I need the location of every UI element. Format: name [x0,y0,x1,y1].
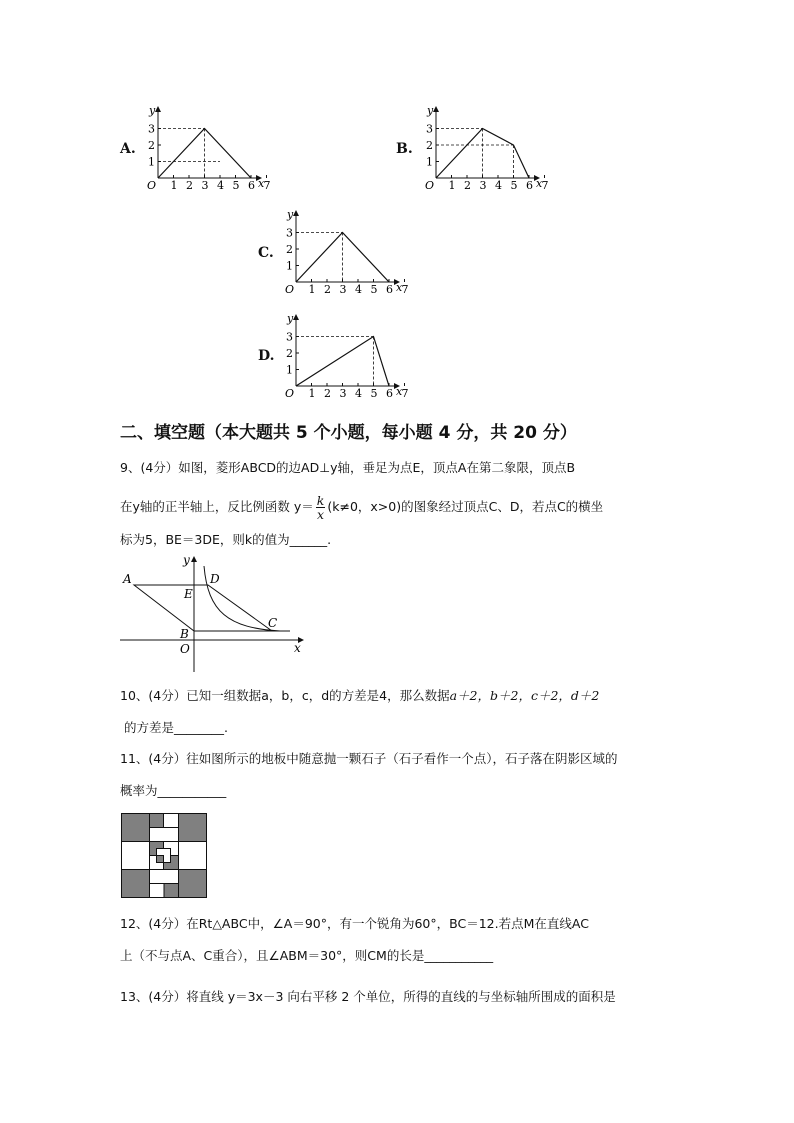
q9-label-o: O [180,642,190,656]
a-x-tick-label: 4 [217,179,224,192]
a-x-tick-label: 2 [186,179,193,192]
q11-shade-tl [122,814,150,842]
a-y-tick-label: 1 [148,155,155,169]
q9-y-arrow-icon [191,556,197,562]
q9-label-a: A [123,572,132,586]
q11-line1: 11、(4分）往如图所示的地板中随意抛一颗石子（石子看作一个点），石子落在阴影区域的 [120,751,618,766]
d-y-tick-label: 2 [286,347,293,360]
q13-line1: 13、(4分）将直线 y＝3x－3 向右平移 2 个单位，所得的直线的与坐标轴所围成的面积是 [120,989,616,1004]
q9-label-b: B [180,627,189,641]
a-x-tick-label: 5 [232,179,240,192]
a-x-tick-label: 1 [170,179,178,192]
a-origin-label: O [147,179,157,192]
q10-line1-a: 10、(4分）已知一组数据a，b，c，d的方差是4，那么数据 [120,688,450,703]
d-x-tick-label: 6 [386,387,393,400]
q11-shade-bl [122,870,150,898]
d-y-label: y [287,312,294,325]
q11-floor-figure [121,813,209,899]
b-y-tick-label: 3 [426,122,433,136]
b-x-tick-label: 7 [541,179,549,192]
a-y-tick-label: 3 [148,122,155,136]
b-x-tick-label: 6 [526,179,533,192]
d-origin-label: O [285,387,295,400]
q9-line2-a: 在y轴的正半轴上，反比例函数 y＝ [120,499,314,514]
q11-shade-center-3 [157,856,164,863]
c-y-tick-label: 3 [286,226,293,240]
q9-frac-num: k [316,493,325,508]
option-d-graph [282,312,409,400]
c-y-tick-label: 2 [286,243,293,256]
q11-line2: 概率为___________ [120,783,227,798]
b-y-label: y [427,104,434,117]
b-x-tick-label: 1 [448,179,456,192]
b-y-tick-label: 2 [426,139,433,152]
b-x-tick-label: 5 [510,179,518,192]
b-x-label: x [536,177,543,190]
a-y-arrow-icon [155,106,161,112]
d-x-label: x [396,385,403,398]
q11-shade-bottom-mid [164,884,179,898]
q11-shade-br [179,870,207,898]
q9-label-y: y [183,553,190,567]
d-y-tick-label: 1 [286,363,293,377]
q9-label-d: D [210,572,220,586]
q9-label-c: C [268,616,278,630]
b-x-tick-label: 4 [495,179,502,192]
option-a-graph [144,104,271,192]
q9-line1: 9、(4分）如图，菱形ABCD的边AD⊥y轴，垂足为点E，顶点A在第二象限，顶点B [120,460,576,475]
c-x-tick-label: 3 [339,283,347,296]
q12-line2: 上（不与点A、C重合），且∠ABM＝30°，则CM的长是___________ [120,948,494,963]
q9-line2-b: (k≠0，x>0)的图象经过顶点C、D，若点C的横坐 [327,499,604,514]
option-c-label: C. [258,245,274,261]
d-graph-line [296,337,389,387]
a-x-tick-label: 6 [248,179,255,192]
q10-line1-b: a＋2，b＋2，c＋2，d＋2 [449,688,600,703]
b-y-tick-label: 1 [426,155,433,169]
q11-shade-tr [179,814,207,842]
c-x-tick-label: 1 [308,283,316,296]
c-y-tick-label: 1 [286,259,293,273]
c-x-tick-label: 5 [370,283,378,296]
d-x-tick-label: 1 [308,387,316,400]
c-x-tick-label: 6 [386,283,393,296]
a-y-tick-label: 2 [148,139,155,152]
q9-line2 [120,494,603,521]
q11-shade-top-mid [150,814,164,828]
q9-label-e: E [184,587,193,601]
c-x-label: x [396,281,403,294]
a-x-tick-label: 3 [201,179,209,192]
section-title: 二、填空题（本大题共 5 个小题，每小题 4 分，共 20 分） [120,423,577,443]
d-y-arrow-icon [293,314,299,320]
option-b-graph [422,104,549,192]
c-y-label: y [287,208,294,221]
q9-frac-den: x [317,507,325,522]
d-x-tick-label: 2 [324,387,331,400]
d-x-tick-label: 4 [355,387,362,400]
option-d-label: D. [258,348,275,364]
b-x-tick-label: 2 [464,179,471,192]
d-x-tick-label: 5 [370,387,378,400]
a-y-label: y [149,104,156,117]
q9-rhombus [134,585,272,631]
d-x-tick-label: 7 [401,387,409,400]
d-y-tick-label: 3 [286,330,293,344]
c-x-tick-label: 2 [324,283,331,296]
q9-label-x: x [294,641,301,655]
q10-line2: 的方差是________. [124,720,228,735]
a-x-tick-label: 7 [263,179,271,192]
q9-line3: 标为5，BE＝3DE，则k的值为______. [120,532,332,547]
c-x-tick-label: 4 [355,283,362,296]
q12-line1: 12、(4分）在Rt△ABC中，∠A＝90°，有一个锐角为60°，BC＝12.若点M在直线AC [120,916,589,931]
b-x-tick-label: 3 [479,179,487,192]
q9-figure [118,552,308,676]
c-x-tick-label: 7 [401,283,409,296]
q9-fraction [316,494,326,521]
c-y-arrow-icon [293,210,299,216]
option-b-label: B. [396,141,413,157]
b-origin-label: O [425,179,435,192]
a-x-label: x [258,177,265,190]
c-origin-label: O [285,283,295,296]
d-x-tick-label: 3 [339,387,347,400]
option-a-label: A. [120,141,136,157]
q10-line1 [120,686,599,704]
option-c-graph [282,208,409,296]
b-y-arrow-icon [433,106,439,112]
